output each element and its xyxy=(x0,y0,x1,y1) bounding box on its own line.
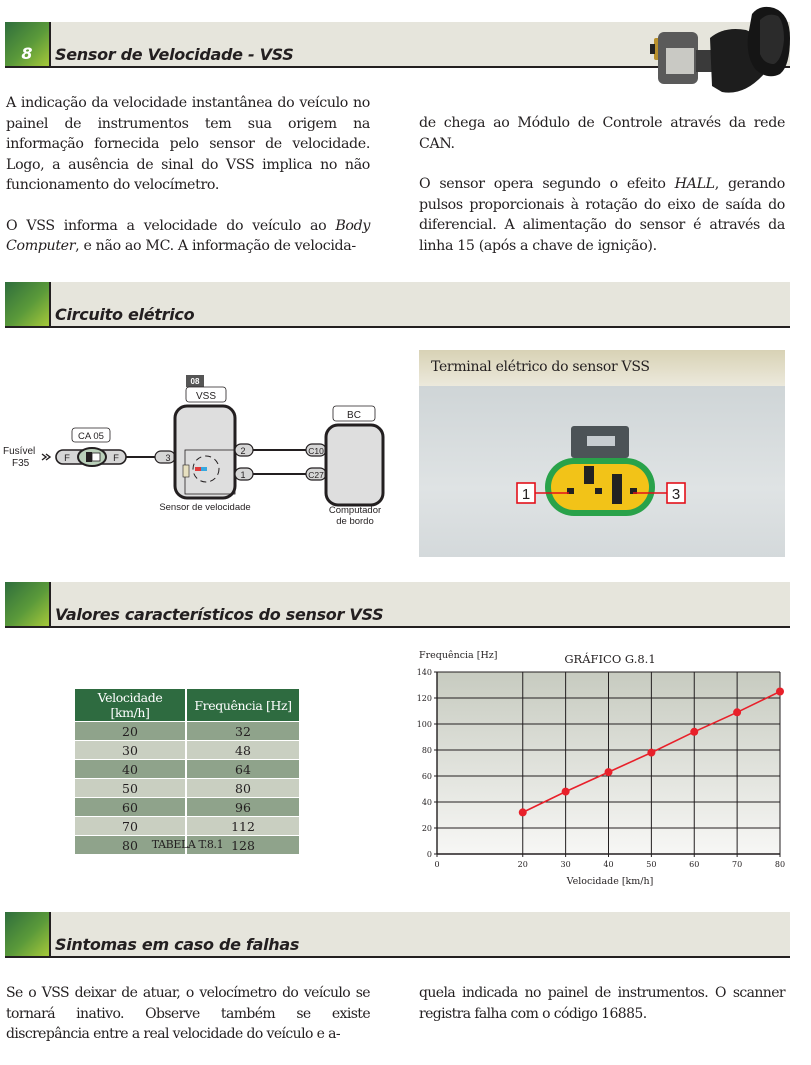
frequency-chart xyxy=(410,640,811,895)
table-caption: TABELA T.8.1 xyxy=(151,838,224,851)
table-row xyxy=(75,798,299,817)
y-tick-label: 120 xyxy=(416,694,432,703)
x-tick-label: 80 xyxy=(774,860,786,869)
x-axis-ticks xyxy=(434,854,785,869)
x-tick-label: 50 xyxy=(646,860,657,869)
column-header-speed: Velocidade [km/h] xyxy=(75,689,186,722)
section-number: 8 xyxy=(21,44,33,63)
data-point xyxy=(776,688,784,696)
table-row xyxy=(75,779,299,798)
intro-paragraph-1: A indicação da velocidade instantânea do veículo no painel de instrumentos tem sua origem na informação fornecida pelo sensor de velocidade. Logo, a ausência de sinal do VSS implica no não funcionamento do velocímetro. xyxy=(6,95,370,193)
sensor-body-icon xyxy=(650,7,790,93)
speed-cell: 30 xyxy=(75,741,186,760)
y-tick-label: 80 xyxy=(421,746,432,755)
speed-cell: 80 xyxy=(75,836,186,855)
frequency-cell: 48 xyxy=(186,741,299,760)
sensor-tag: 08 xyxy=(190,377,200,386)
text-span: , e não ao MC. A informação de velocida- xyxy=(75,238,356,254)
intro-paragraph-3: de chega ao Módulo de Controle através da rede CAN. xyxy=(419,115,785,152)
section-header-symptoms xyxy=(5,912,790,958)
bc-pin-c27: C27 xyxy=(308,470,324,480)
speed-cell: 50 xyxy=(75,779,186,798)
x-tick-label: 60 xyxy=(689,860,700,869)
data-point xyxy=(519,808,527,816)
column-header-frequency: Frequência [Hz] xyxy=(186,689,299,722)
italic-term: Body Computer xyxy=(6,217,370,254)
data-point xyxy=(605,768,613,776)
section-title-values: Valores característicos do sensor VSS xyxy=(55,605,384,624)
y-tick-label: 40 xyxy=(421,798,432,807)
speed-cell: 40 xyxy=(75,760,186,779)
arrow-icon xyxy=(42,454,50,460)
intro-column-1 xyxy=(6,93,370,277)
speed-cell: 20 xyxy=(75,722,186,741)
section-tab xyxy=(5,912,49,956)
table-header-row xyxy=(75,689,299,722)
values-table xyxy=(75,689,299,854)
section-header-values xyxy=(5,582,790,628)
y-tick-label: 100 xyxy=(416,720,432,729)
frequency-cell: 64 xyxy=(186,760,299,779)
header-divider xyxy=(49,582,51,626)
circuit-diagram xyxy=(0,370,400,540)
section-title-symptoms: Sintomas em caso de falhas xyxy=(55,935,300,954)
terminal-panel-header xyxy=(419,350,785,386)
bc-label: BC xyxy=(347,410,361,421)
section-tab xyxy=(5,282,49,326)
header-divider xyxy=(49,22,51,66)
fuse-id-label: F35 xyxy=(12,458,30,469)
italic-term: HALL xyxy=(674,176,715,192)
sensor-label: VSS xyxy=(195,391,217,402)
connector-photo-icon xyxy=(419,386,785,557)
y-tick-label: 60 xyxy=(421,772,432,781)
intro-paragraph-2 xyxy=(6,216,370,257)
header-divider xyxy=(49,912,51,956)
frequency-cell: 32 xyxy=(186,722,299,741)
y-axis-ticks xyxy=(417,668,437,859)
terminal-photo xyxy=(419,386,785,557)
sensor-pin-2: 2 xyxy=(240,446,246,456)
intro-column-2 xyxy=(419,113,785,276)
text-span: O sensor opera segundo o efeito xyxy=(419,176,675,192)
section-number-tab xyxy=(5,22,49,66)
x-tick-label: 70 xyxy=(732,860,743,869)
symptoms-paragraph-2: quela indicada no painel de instrumentos. O scanner registra falha com o código 16885. xyxy=(419,985,785,1022)
terminal-photo-panel xyxy=(419,350,785,557)
text-span: , gerando pulsos proporcionais à rotação do eixo de saída do diferencial. A alimentação do sensor é através da linha 15 (após a chave de ignição). xyxy=(419,176,785,254)
section-tab xyxy=(5,582,49,626)
frequency-cell: 128 xyxy=(186,836,299,855)
y-tick-label: 140 xyxy=(416,668,432,677)
chart-ylabel: Frequência [Hz] xyxy=(419,650,498,661)
pin-3-label: 3 xyxy=(671,486,681,503)
table-row xyxy=(75,817,299,836)
text-span: O VSS informa a velocidade do veículo ao xyxy=(6,217,336,234)
data-point xyxy=(562,788,570,796)
intro-paragraph-4 xyxy=(419,174,785,256)
y-tick-label: 0 xyxy=(426,850,432,859)
frequency-cell: 80 xyxy=(186,779,299,798)
data-point xyxy=(733,708,741,716)
sensor-pin-1: 1 xyxy=(240,470,246,480)
symptoms-column-1 xyxy=(6,983,370,1065)
x-tick-label: 20 xyxy=(517,860,528,869)
fuse-label: Fusível xyxy=(3,446,36,457)
bc-caption-1: Computador xyxy=(328,505,382,516)
connector-pin-left: F xyxy=(64,453,70,464)
frequency-cell: 112 xyxy=(186,817,299,836)
table-row xyxy=(75,760,299,779)
connector-pin-right: F xyxy=(113,453,119,464)
x-tick-label: 0 xyxy=(434,860,440,869)
data-point xyxy=(647,749,655,757)
frequency-cell: 96 xyxy=(186,798,299,817)
sensor-caption: Sensor de velocidade xyxy=(159,502,251,513)
bc-pin-c10: C10 xyxy=(308,446,324,456)
bc-caption-2: de bordo xyxy=(336,516,374,527)
table-row xyxy=(75,722,299,741)
page-title: Sensor de Velocidade - VSS xyxy=(55,45,294,64)
x-tick-label: 30 xyxy=(560,860,571,869)
header-divider xyxy=(49,282,51,326)
bc-block xyxy=(326,425,383,505)
symptoms-column-2 xyxy=(419,983,785,1044)
sensor-pin-3: 3 xyxy=(165,453,171,463)
speed-cell: 60 xyxy=(75,798,186,817)
table-row xyxy=(75,741,299,760)
pin-1-label: 1 xyxy=(521,486,531,503)
sensor-block xyxy=(175,406,235,498)
y-tick-label: 20 xyxy=(421,824,432,833)
connector-label: CA 05 xyxy=(78,431,104,442)
section-title-circuit: Circuito elétrico xyxy=(55,305,195,324)
speed-cell: 70 xyxy=(75,817,186,836)
vss-sensor-photo xyxy=(640,2,795,100)
symptoms-paragraph-1: Se o VSS deixar de atuar, o velocímetro do veículo se tornará inativo. Observe também se existe discrepância entre a real velocidade do veículo e a- xyxy=(6,985,370,1042)
section-header-circuit xyxy=(5,282,790,328)
chart-xlabel: Velocidade [km/h] xyxy=(566,876,654,887)
x-tick-label: 40 xyxy=(603,860,614,869)
chart-title: GRÁFICO G.8.1 xyxy=(564,652,656,666)
data-point xyxy=(690,728,698,736)
terminal-panel-title: Terminal elétrico do sensor VSS xyxy=(431,359,650,375)
